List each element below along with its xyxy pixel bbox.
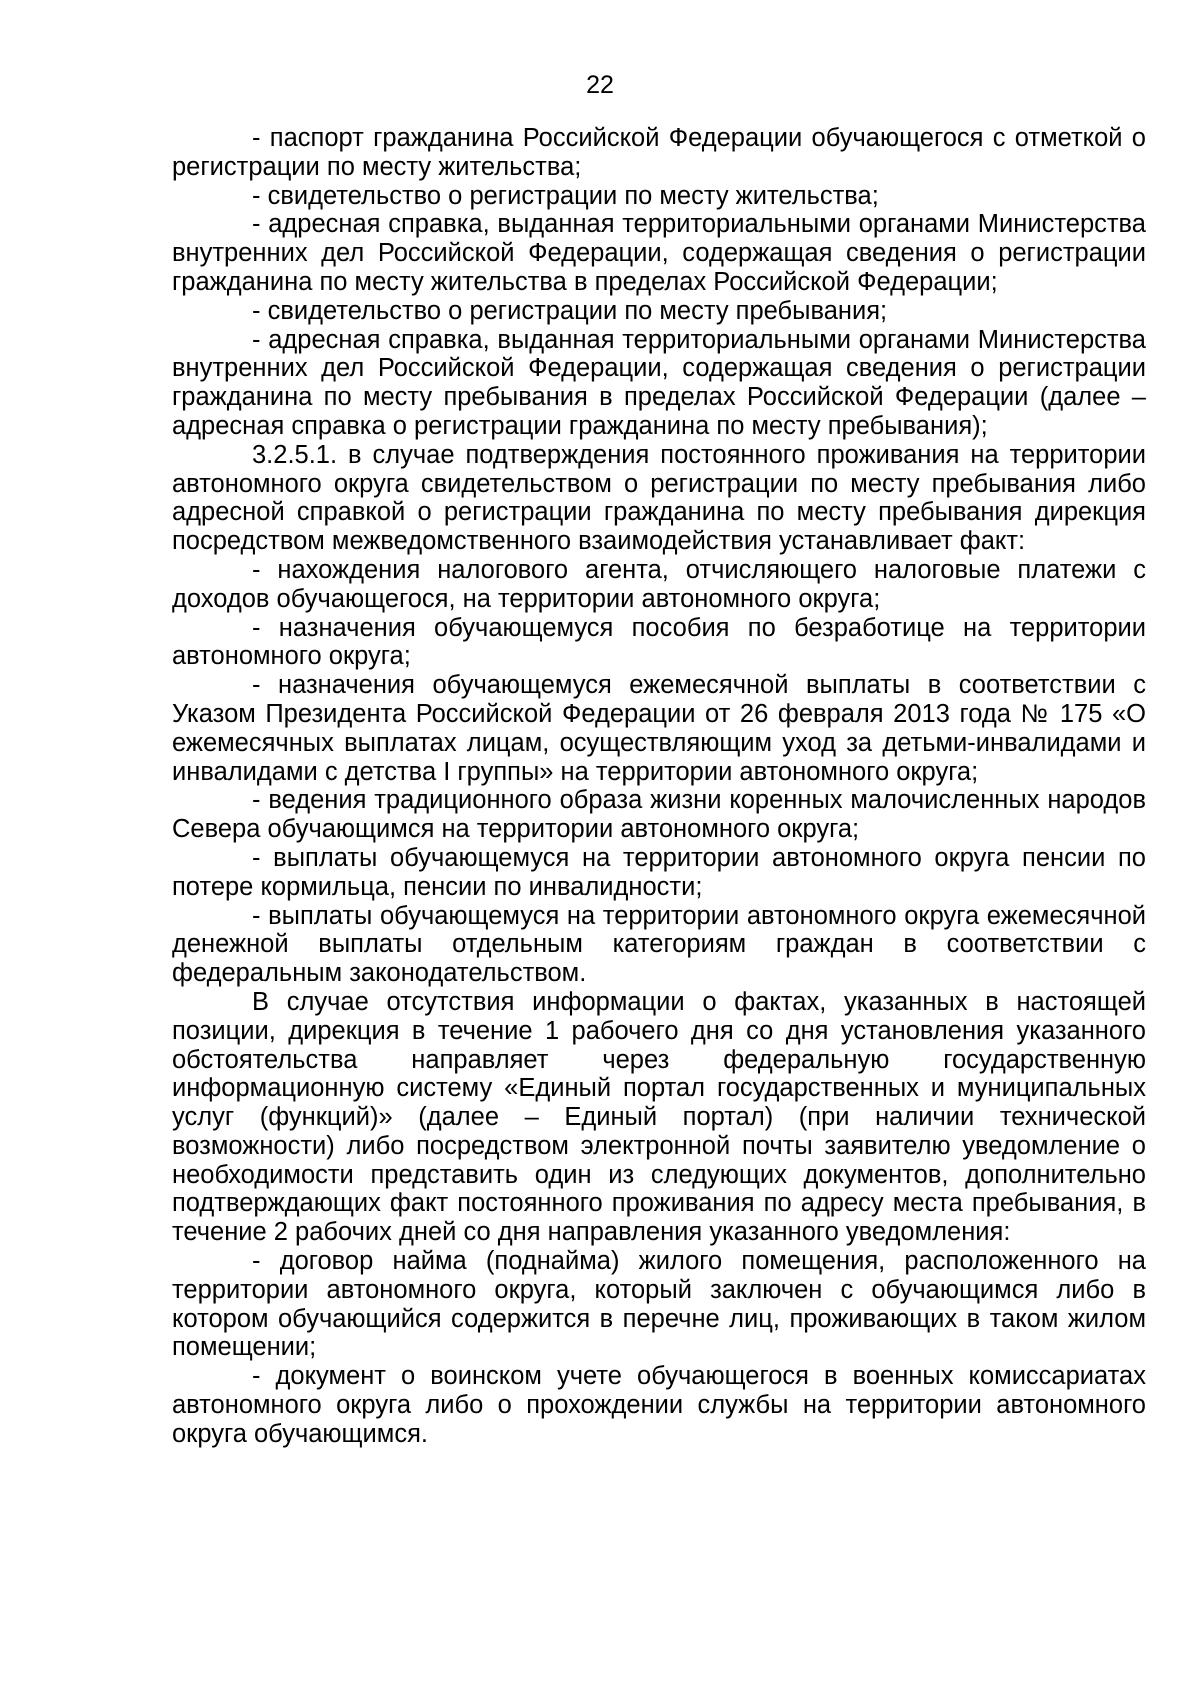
paragraph: - адресная справка, выданная территориальными органами Министерства внутренних дел Российской Федерации, содержащая сведения о регистрации гражданина по месту пребывания в пределах Российской Федерации (далее – адресная справка о регистрации гражданина по месту пребывания); <box>172 325 1146 440</box>
paragraph: - свидетельство о регистрации по месту жительства; <box>252 181 879 210</box>
paragraph: - назначения обучающемуся ежемесячной выплаты в соответствии с Указом Президента Российской Федерации от 26 февраля 2013 года № 175 «О ежемесячных выплатах лицам, осуществляющим уход за детьми-инвалидами и инвалидами с детства I группы» на территории автономного округа; <box>172 671 1146 786</box>
page-number: 22 <box>586 71 614 99</box>
paragraph: - документ о воинском учете обучающегося в военных комиссариатах автономного округа либо о прохождении службы на территории автономного округа обучающимся. <box>172 1362 1146 1448</box>
paragraph: 3.2.5.1. в случае подтверждения постоянного проживания на территории автономного округа свидетельством о регистрации по месту пребывания либо адресной справкой о регистрации гражданина по месту пребывания дирекция посредством межведомственного взаимодействия устанавливает факт: <box>172 440 1146 556</box>
paragraph: В случае отсутствия информации о фактах, указанных в настоящей позиции, дирекция в течение 1 рабочего дня со дня установления указанного обстоятельства направляет через федеральную государственную информационную систему «Единый портал государственных и муниципальных услуг (функций)» (далее – Единый портал) (при наличии технической возможности) либо посредством электронной почты заявителю уведомление о необходимости представить один из следующих документов, дополнительно подтверждающих факт постоянного проживания по адресу места пребывания, в течение 2 рабочих дней со дня направления указанного уведомления: <box>172 987 1146 1247</box>
paragraph: - адресная справка, выданная территориальными органами Министерства внутренних дел Российской Федерации, содержащая сведения о регистрации гражданина по месту жительства в пределах Российской Федерации; <box>172 210 1146 296</box>
paragraph: - договор найма (поднайма) жилого помещения, расположенного на территории автономного округа, который заключен с обучающимся либо в котором обучающийся содержится в перечне лиц, проживающих в таком жилом помещении; <box>172 1247 1146 1362</box>
paragraph: - выплаты обучающемуся на территории автономного округа пенсии по потере кормильца, пенсии по инвалидности; <box>172 843 1146 901</box>
paragraph: - ведения традиционного образа жизни коренных малочисленных народов Севера обучающимся на территории автономного округа; <box>172 786 1146 844</box>
paragraph: - паспорт гражданина Российской Федерации обучающегося с отметкой о регистрации по месту жительства; <box>172 124 1146 181</box>
paragraph: - нахождения налогового агента, отчисляющего налоговые платежи с доходов обучающегося, на территории автономного округа; <box>172 555 1146 613</box>
paragraph: - выплаты обучающемуся на территории автономного округа ежемесячной денежной выплаты отдельным категориям граждан в соответствии с федеральным законодательством. <box>172 901 1146 988</box>
paragraph: - свидетельство о регистрации по месту пребывания; <box>252 296 888 325</box>
document-body <box>172 124 1146 1449</box>
paragraph: - назначения обучающемуся пособия по безработице на территории автономного округа; <box>172 613 1146 671</box>
